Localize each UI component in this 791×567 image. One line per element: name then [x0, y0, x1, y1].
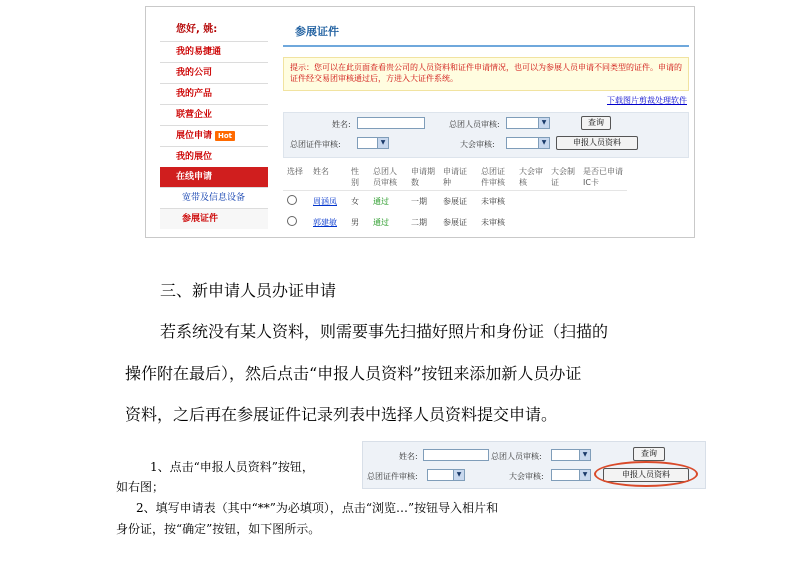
- page-title: 参展证件: [283, 19, 689, 47]
- step-text: 如右图；: [116, 480, 165, 494]
- group-audit-cell: 通过: [373, 196, 389, 206]
- group-audit-cell: 通过: [373, 217, 389, 227]
- step-text: 1、点击“申报人员资料”按钮，: [150, 460, 314, 474]
- group-cert-select[interactable]: [427, 469, 465, 481]
- screenshot-certificate-page: [145, 6, 695, 238]
- highlight-oval: [594, 461, 698, 487]
- sidebar-item-label: 我的易捷通: [176, 47, 222, 57]
- name-input[interactable]: [423, 449, 489, 461]
- col-cert-type: 申请证种: [439, 164, 477, 191]
- personnel-table: [283, 164, 627, 233]
- period-cell: 一期: [411, 196, 427, 206]
- period-cell: 二期: [411, 217, 427, 227]
- group-audit-select[interactable]: [506, 117, 550, 129]
- sidebar-item-label: 宽带及信息设备: [182, 193, 246, 203]
- name-label: 姓名:: [399, 452, 418, 461]
- hot-badge: Hot: [215, 131, 235, 141]
- col-conf-audit: 大会审核: [515, 164, 547, 191]
- conference-audit-label: 大会审核:: [509, 472, 544, 481]
- row-radio[interactable]: [287, 195, 297, 205]
- group-cert-label: 总团证件审核:: [290, 140, 341, 149]
- query-button[interactable]: 查询: [633, 447, 665, 461]
- sidebar-item-my-booth[interactable]: [160, 146, 268, 167]
- col-cert-audit: 总团证件审核: [477, 164, 515, 191]
- conference-audit-select[interactable]: [506, 137, 550, 149]
- sidebar-item-label: 我的展位: [176, 152, 213, 162]
- col-gender: 性别: [347, 164, 369, 191]
- sidebar-item-certificates[interactable]: [160, 208, 268, 229]
- sidebar-item-label: 联营企业: [176, 110, 213, 120]
- sidebar-item-label: 我的公司: [176, 68, 213, 78]
- paragraph-line: 若系统没有某人资料，则需要事先扫描好照片和身份证（扫描的: [160, 322, 609, 341]
- sidebar-item-label: 在线申请: [176, 172, 213, 182]
- sidebar-item-label: 参展证件: [182, 214, 219, 224]
- step-text: 2、填写申请表（其中“**”为必填项），点击“浏览…”按钮导入相片和: [136, 501, 499, 515]
- row-radio[interactable]: [287, 216, 297, 226]
- table-row: [283, 191, 627, 213]
- cert-audit-cell: 未审核: [481, 196, 505, 206]
- gender-cell: 女: [351, 196, 359, 206]
- query-button[interactable]: 查询: [581, 116, 611, 130]
- table-header-row: [283, 164, 627, 191]
- sidebar-item-broadband[interactable]: [160, 187, 268, 208]
- step-text: 身份证，按“确定”按钮，如下图所示。: [116, 522, 321, 536]
- conference-audit-label: 大会审核:: [460, 140, 495, 149]
- chevron-down-icon: ▼: [538, 138, 549, 148]
- sidebar-item-easy-link[interactable]: [160, 41, 268, 62]
- submit-personnel-button[interactable]: 申报人员资料: [603, 468, 689, 482]
- chevron-down-icon: ▼: [579, 470, 590, 480]
- paragraph-line: 资料，之后再在参展证件记录列表中选择人员资料提交申请。: [125, 405, 558, 424]
- col-ic-card: 是否已申请IC卡: [579, 164, 627, 191]
- sidebar-item-label: 展位申请: [176, 131, 213, 141]
- cert-type-cell: 参展证: [443, 217, 467, 227]
- chevron-down-icon: ▼: [377, 138, 388, 148]
- name-label: 姓名:: [332, 120, 351, 129]
- sidebar-item-label: 我的产品: [176, 89, 213, 99]
- col-conf-cert: 大会制证: [547, 164, 579, 191]
- gender-cell: 男: [351, 217, 359, 227]
- col-group-audit: 总团人员审核: [369, 164, 407, 191]
- person-name-link[interactable]: 周涵凤: [313, 196, 337, 206]
- group-cert-label: 总团证件审核:: [367, 472, 418, 481]
- sidebar-item-online-apply[interactable]: [160, 167, 268, 187]
- chevron-down-icon: ▼: [579, 450, 590, 460]
- group-audit-select[interactable]: [551, 449, 591, 461]
- greeting: 您好, 姚:: [176, 24, 218, 35]
- col-select: 选择: [283, 164, 309, 191]
- paragraph-line: 操作附在最后），然后点击“申报人员资料”按钮来添加新人员办证: [125, 364, 582, 383]
- submit-personnel-button[interactable]: 申报人员资料: [556, 136, 638, 150]
- sidebar-item-my-company[interactable]: [160, 62, 268, 83]
- name-input[interactable]: [357, 117, 425, 129]
- group-audit-label: 总团人员审核:: [449, 120, 500, 129]
- person-name-link[interactable]: 郭建敏: [313, 217, 337, 227]
- conference-audit-select[interactable]: [551, 469, 591, 481]
- col-period: 申请期数: [407, 164, 439, 191]
- cert-audit-cell: 未审核: [481, 217, 505, 227]
- chevron-down-icon: ▼: [453, 470, 464, 480]
- sidebar-item-my-products[interactable]: [160, 83, 268, 104]
- sidebar: [160, 19, 268, 229]
- search-form: [283, 112, 689, 158]
- cert-type-cell: 参展证: [443, 196, 467, 206]
- tip-box: 提示：您可以在此页面查看贵公司的人员资料和证件申请情况，也可以为参展人员申请不同类型的证件。申请的证件经交易团审核通过后，方进入大证件系统。: [283, 57, 689, 91]
- table-row: [283, 212, 627, 233]
- group-audit-label: 总团人员审核:: [491, 452, 542, 461]
- main-panel: [283, 19, 689, 233]
- section-heading: 三、新申请人员办证申请: [160, 281, 337, 300]
- sidebar-item-affiliates[interactable]: [160, 104, 268, 125]
- chevron-down-icon: ▼: [538, 118, 549, 128]
- col-name: 姓名: [309, 164, 347, 191]
- download-link[interactable]: 下载图片剪裁处理软件: [607, 96, 687, 105]
- group-cert-select[interactable]: [357, 137, 389, 149]
- sidebar-item-booth-apply[interactable]: [160, 125, 268, 146]
